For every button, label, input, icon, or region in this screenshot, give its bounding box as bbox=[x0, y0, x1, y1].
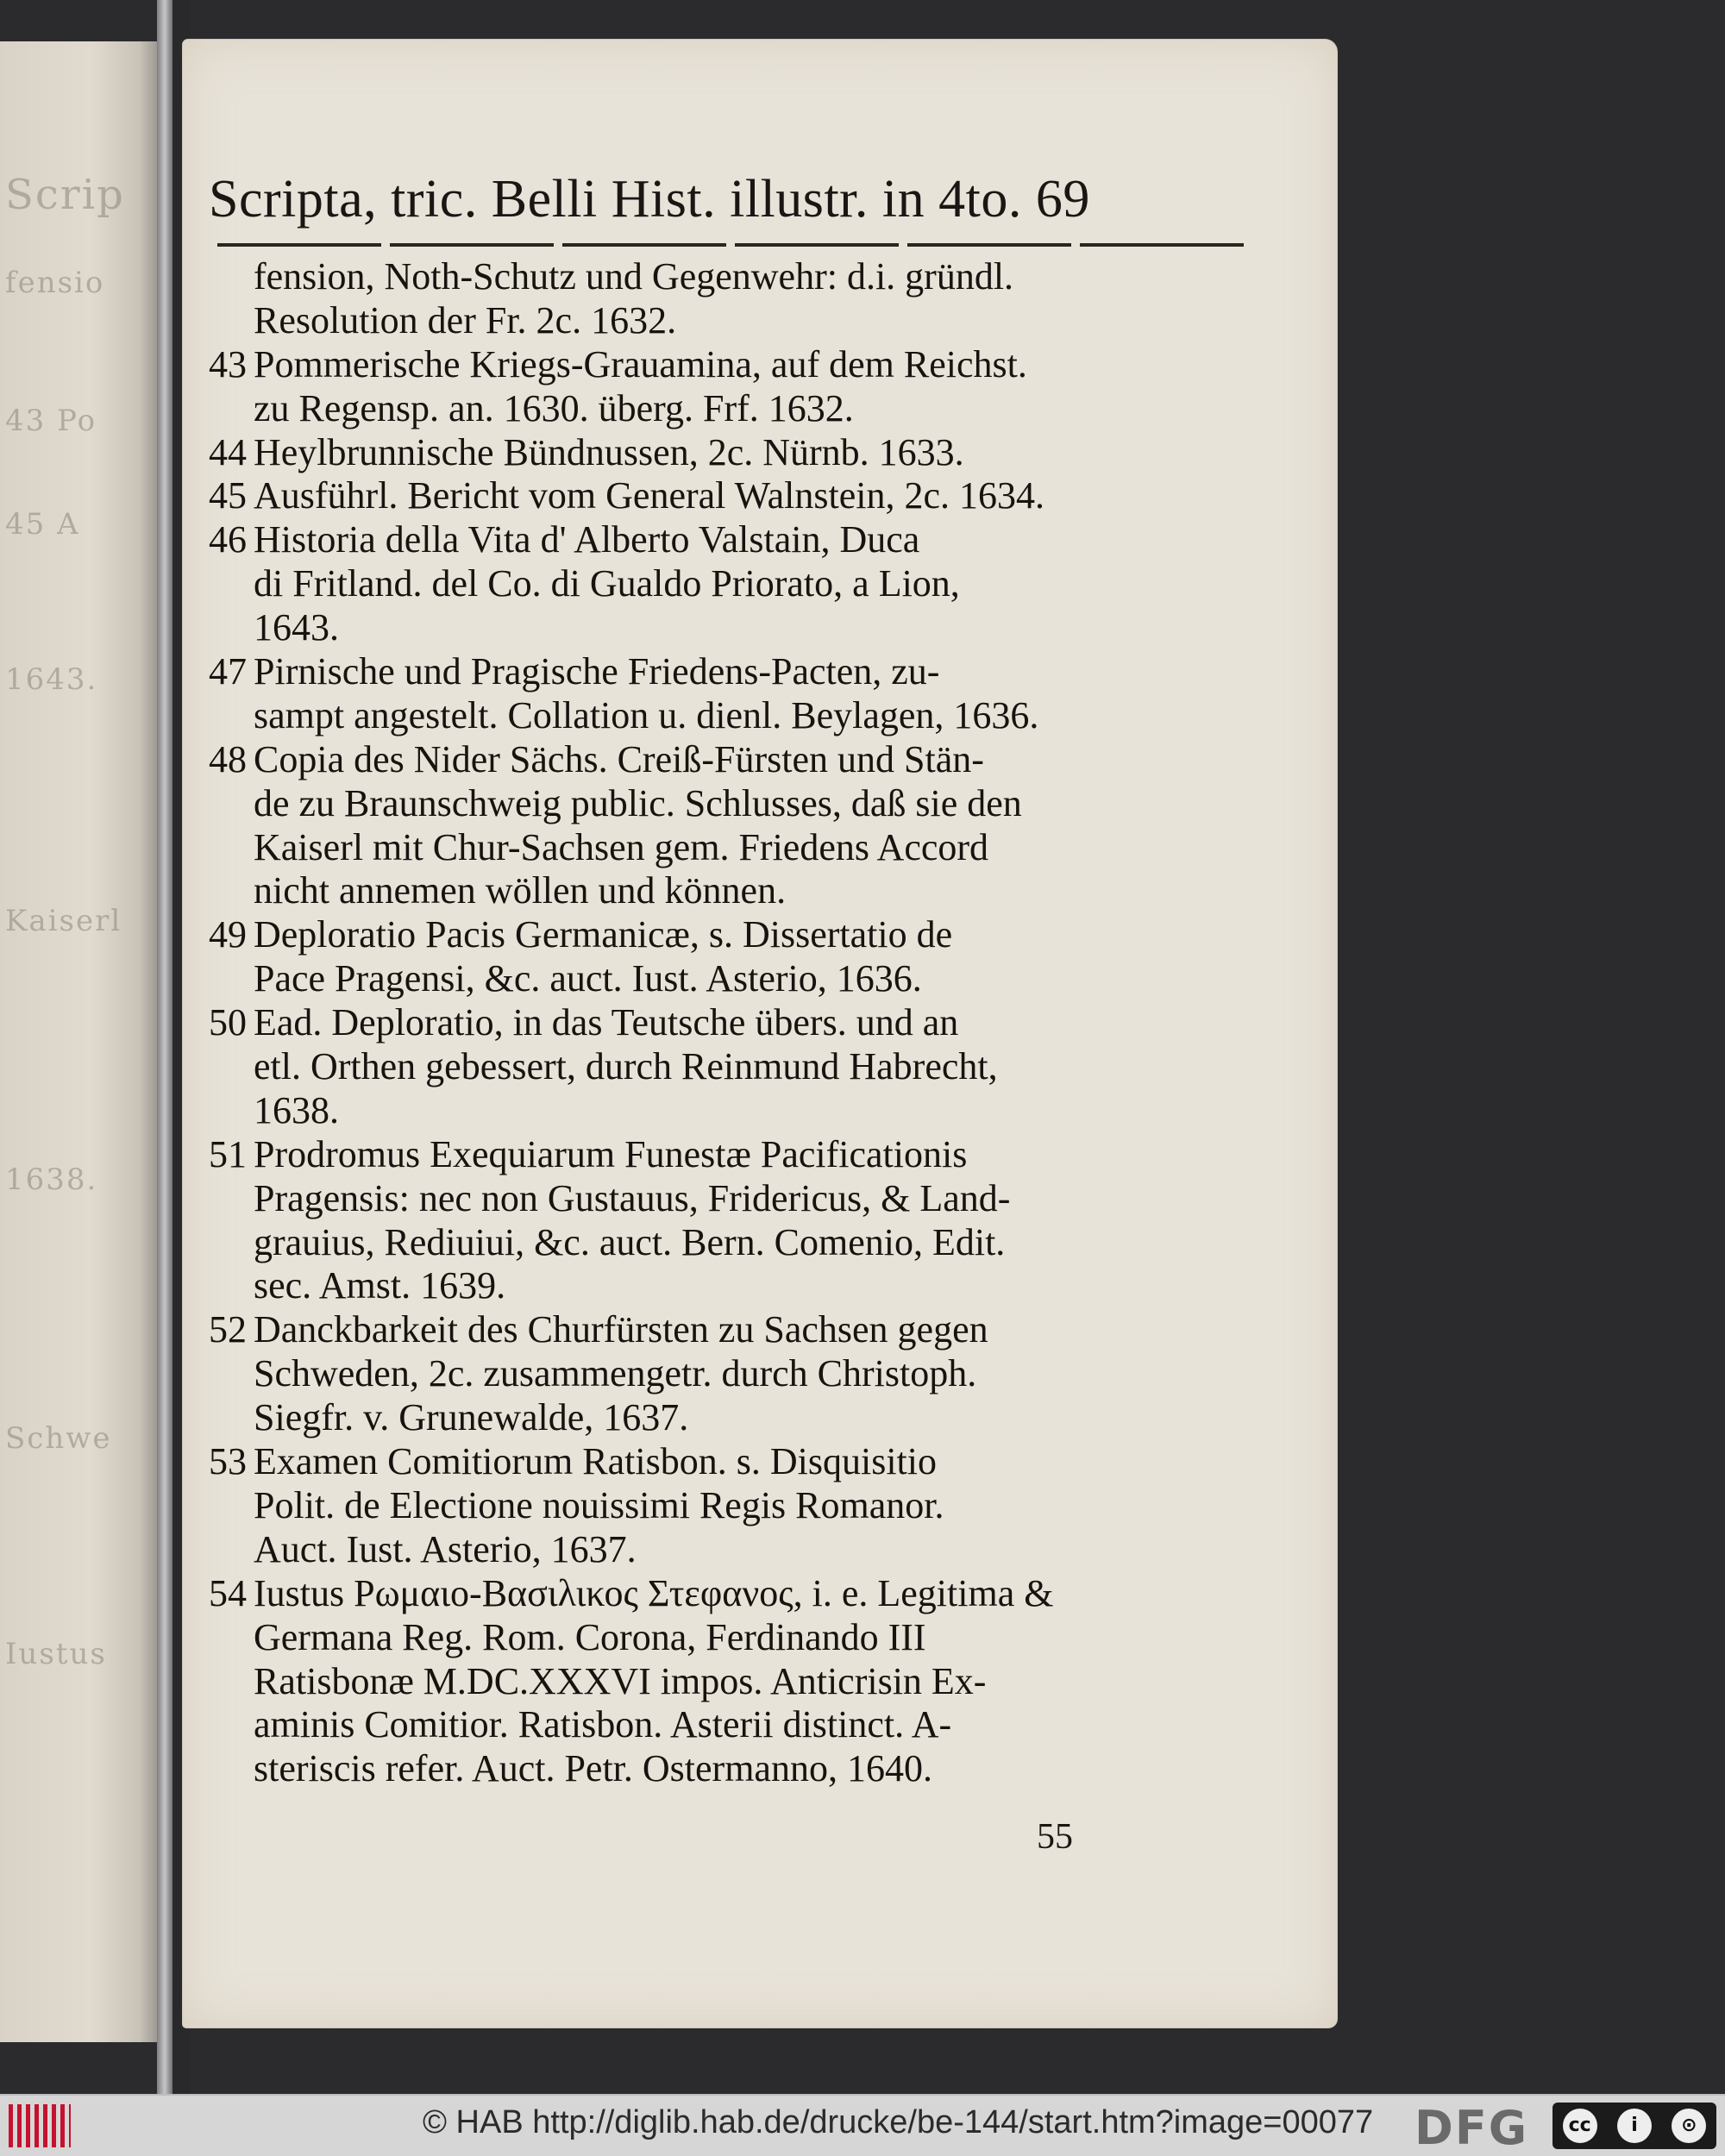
copyright-link[interactable]: © HAB http://diglib.hab.de/drucke/be-144/start.htm?image=00077 bbox=[423, 2104, 1374, 2140]
entry-line bbox=[209, 1089, 1270, 1133]
entry-line bbox=[209, 1264, 1270, 1308]
entry-line bbox=[209, 1001, 1270, 1045]
entry-text: di Fritland. del Co. di Gualdo Priorato, a Lion, bbox=[254, 562, 960, 605]
entry-line bbox=[209, 1703, 1270, 1747]
entry-line bbox=[209, 431, 1270, 475]
entry-line bbox=[209, 1177, 1270, 1221]
entry-text: Ausführl. Bericht vom General Walnstein, 2c. 1634. bbox=[254, 474, 1044, 517]
entry-line bbox=[209, 1396, 1270, 1440]
entry-line bbox=[209, 738, 1270, 782]
entry-number: 45 bbox=[209, 474, 247, 517]
entry-line bbox=[209, 562, 1270, 606]
entry-text: steriscis refer. Auct. Petr. Ostermanno, 1640. bbox=[254, 1747, 932, 1790]
entry-line bbox=[209, 650, 1270, 694]
entry-line bbox=[209, 255, 1270, 299]
facing-page-bleed-text: 1643. bbox=[5, 662, 98, 697]
entry-text: Iustus Ρωμαιο-Βασιλικος Στεφανος, i. e. Legitima & bbox=[254, 1571, 1054, 1614]
cc-license-badge[interactable] bbox=[1552, 2103, 1716, 2149]
entry-line bbox=[209, 1660, 1270, 1704]
entry-text: Danckbarkeit des Churfürsten zu Sachsen gegen bbox=[254, 1308, 988, 1351]
entry-number: 43 bbox=[209, 342, 247, 385]
entry-line bbox=[209, 957, 1270, 1001]
entry-line bbox=[209, 1747, 1270, 1791]
entry-text: Copia des Nider Sächs. Creiß-Fürsten und Stän- bbox=[254, 737, 984, 780]
entry-number: 53 bbox=[209, 1440, 247, 1483]
entry-text: Pirnische und Pragische Friedens-Pacten, zu- bbox=[254, 650, 940, 693]
entry-line bbox=[209, 1484, 1270, 1528]
entry-text: nicht annemen wöllen und können. bbox=[254, 869, 787, 912]
facing-page-bleed-text: 43 Po bbox=[5, 404, 97, 438]
entry-text: de zu Braunschweig public. Schlusses, daß sie den bbox=[254, 781, 1022, 824]
bibliography-entries bbox=[209, 255, 1270, 1791]
entry-text: Examen Comitiorum Ratisbon. s. Disquisitio bbox=[254, 1440, 937, 1483]
entry-line bbox=[209, 1572, 1270, 1616]
entry-line bbox=[209, 1308, 1270, 1352]
library-logo-icon bbox=[9, 2104, 71, 2147]
entry-text: aminis Comitior. Ratisbon. Asterii distinct. A- bbox=[254, 1703, 952, 1746]
facing-page-bleed-text: 45 A bbox=[5, 507, 80, 542]
entry-line bbox=[209, 782, 1270, 826]
entry-number: 48 bbox=[209, 737, 247, 780]
entry-number: 50 bbox=[209, 1001, 247, 1044]
entry-text: Pommerische Kriegs-Grauamina, auf dem Reichst. bbox=[254, 342, 1027, 385]
entry-line bbox=[209, 1221, 1270, 1265]
entry-text: 1643. bbox=[254, 606, 339, 649]
facing-page-bleed-text: Iustus bbox=[5, 1637, 107, 1671]
entry-text: Schweden, 2c. zusammengetr. durch Christoph. bbox=[254, 1352, 977, 1395]
by-icon: i bbox=[1617, 2109, 1652, 2143]
entry-line bbox=[209, 474, 1270, 518]
header-rule bbox=[217, 243, 1252, 247]
entry-text: Pragensis: nec non Gustauus, Fridericus, & Land- bbox=[254, 1176, 1011, 1219]
entry-text: etl. Orthen gebessert, durch Reinmund Habrecht, bbox=[254, 1045, 998, 1088]
entry-line bbox=[209, 1440, 1270, 1484]
entry-text: Germana Reg. Rom. Corona, Ferdinando III bbox=[254, 1615, 926, 1658]
entry-text: Prodromus Exequiarum Funestæ Pacificationis bbox=[254, 1132, 968, 1175]
entry-line bbox=[209, 518, 1270, 562]
entry-line bbox=[209, 913, 1270, 957]
entry-text: grauius, Rediuiui, &c. auct. Bern. Comenio, Edit. bbox=[254, 1220, 1006, 1263]
entry-line bbox=[209, 1616, 1270, 1660]
entry-line bbox=[209, 387, 1270, 431]
entry-text: Polit. de Electione nouissimi Regis Romanor. bbox=[254, 1483, 944, 1526]
entry-text: sampt angestelt. Collation u. dienl. Beylagen, 1636. bbox=[254, 693, 1039, 736]
entry-text: 1638. bbox=[254, 1088, 339, 1131]
running-header: Scripta, tric. Belli Hist. illustr. in 4to. 69 bbox=[209, 170, 1090, 229]
entry-text: Deploratio Pacis Germanicæ, s. Dissertatio de bbox=[254, 913, 953, 956]
facing-page-bleed-text: 1638. bbox=[5, 1163, 98, 1197]
cc-icon: cc bbox=[1563, 2109, 1597, 2143]
entry-text: Siegfr. v. Grunewalde, 1637. bbox=[254, 1396, 689, 1439]
entry-number: 47 bbox=[209, 650, 247, 693]
entry-text: Resolution der Fr. 2c. 1632. bbox=[254, 298, 677, 342]
entry-line bbox=[209, 1045, 1270, 1089]
entry-number: 44 bbox=[209, 430, 247, 473]
entry-line bbox=[209, 343, 1270, 387]
entry-number: 51 bbox=[209, 1132, 247, 1175]
sa-icon: ⊙ bbox=[1672, 2109, 1706, 2143]
book-page bbox=[183, 40, 1337, 2028]
entry-line bbox=[209, 1352, 1270, 1396]
entry-number: 52 bbox=[209, 1308, 247, 1351]
entry-line bbox=[209, 826, 1270, 870]
entry-line bbox=[209, 1133, 1270, 1177]
entry-text: Historia della Vita d' Alberto Valstain, Duca bbox=[254, 518, 920, 561]
entry-line bbox=[209, 1528, 1270, 1572]
entry-text: Pace Pragensi, &c. auct. Iust. Asterio, 1636. bbox=[254, 957, 922, 1000]
entry-number: 49 bbox=[209, 913, 247, 956]
entry-text: Heylbrunnische Bündnussen, 2c. Nürnb. 1633. bbox=[254, 430, 964, 473]
facing-page-bleed-text: Scrip bbox=[5, 171, 125, 219]
facing-page-bleed-text: Schwe bbox=[5, 1421, 112, 1456]
viewer-footer bbox=[0, 2094, 1725, 2156]
entry-number: 54 bbox=[209, 1571, 247, 1614]
entry-text: fension, Noth-Schutz und Gegenwehr: d.i. gründl. bbox=[254, 255, 1014, 298]
facing-page-bleed-text: fensio bbox=[5, 266, 105, 300]
entry-line bbox=[209, 694, 1270, 738]
entry-text: Ead. Deploratio, in das Teutsche übers. und an bbox=[254, 1001, 959, 1044]
entry-number: 46 bbox=[209, 518, 247, 561]
entry-text: zu Regensp. an. 1630. überg. Frf. 1632. bbox=[254, 386, 854, 429]
catchword: 55 bbox=[1037, 1817, 1073, 1857]
entry-text: Ratisbonæ M.DC.XXXVI impos. Anticrisin Ex- bbox=[254, 1659, 987, 1702]
entry-line bbox=[209, 299, 1270, 343]
book-gutter bbox=[157, 0, 172, 2094]
entry-text: sec. Amst. 1639. bbox=[254, 1264, 506, 1307]
facing-page-edge bbox=[0, 41, 164, 2042]
entry-text: Kaiserl mit Chur-Sachsen gem. Friedens Accord bbox=[254, 825, 989, 868]
entry-line bbox=[209, 869, 1270, 913]
entry-line bbox=[209, 606, 1270, 650]
dfg-logo: DFG bbox=[1414, 2101, 1529, 2155]
facing-page-bleed-text: Kaiserl bbox=[5, 904, 122, 938]
entry-text: Auct. Iust. Asterio, 1637. bbox=[254, 1527, 637, 1570]
